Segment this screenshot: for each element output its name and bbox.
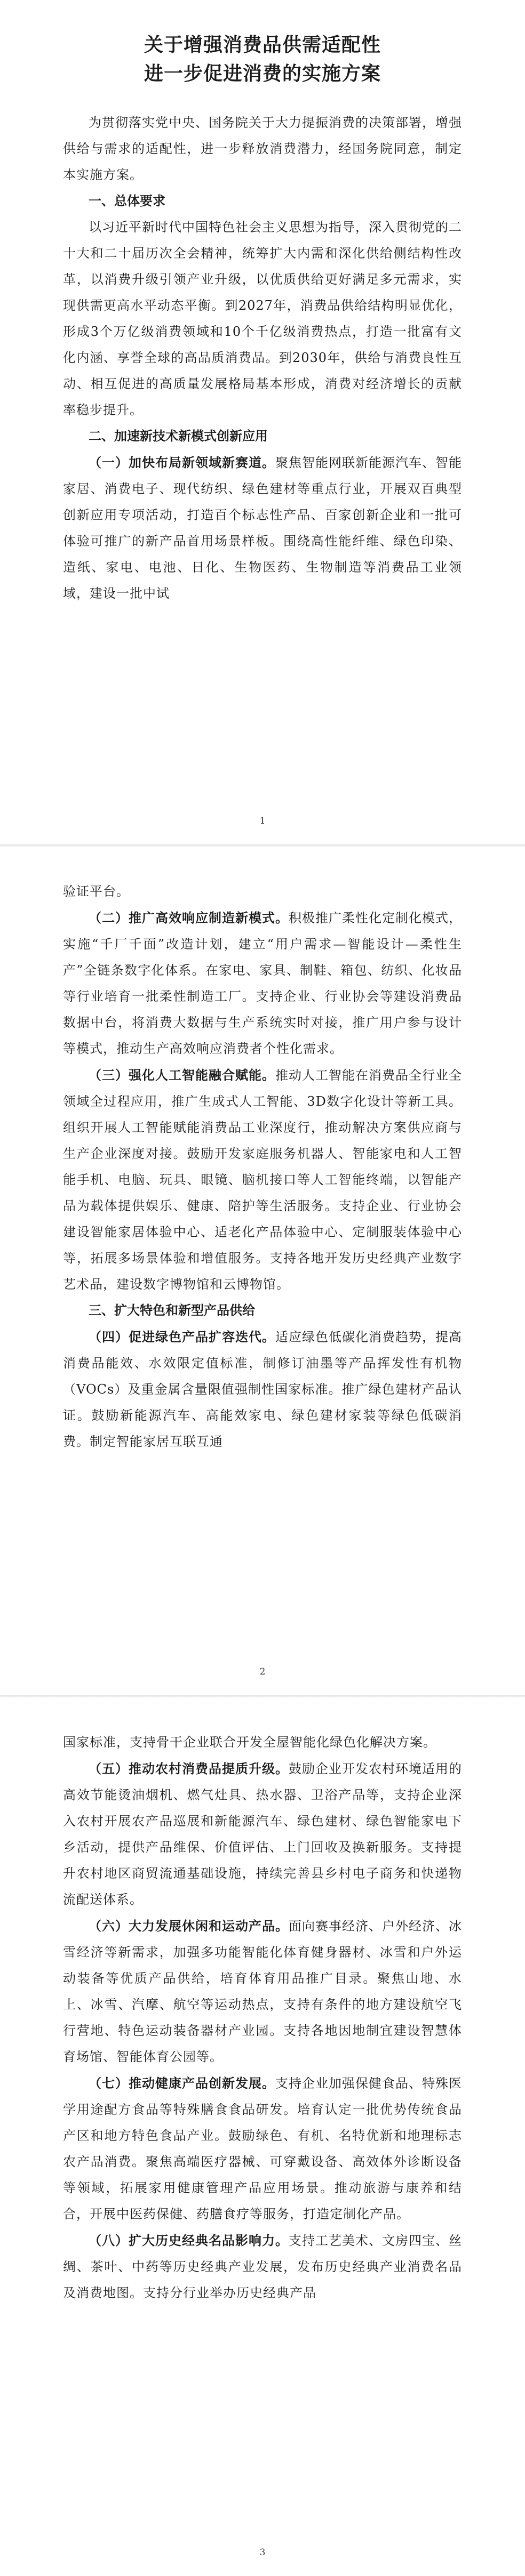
paragraph-8 bbox=[63, 2227, 462, 2306]
page-1 bbox=[0, 0, 525, 844]
paragraph-2-lead: （二）推广高效响应制造新模式。 bbox=[89, 910, 289, 925]
paragraph-6 bbox=[63, 1913, 462, 2070]
paragraph-4-text: 适应绿色低碳化消费趋势，提高消费品能效、水效限定值标准，制修订油墨等产品挥发性有机物（VOCs）及重金属含量限值强制性国家标准。推广绿色建材产品认证。鼓励新能源汽车、高能效家电、绿色建材家装等绿色低碳消费。制定智能家居互联互通 bbox=[63, 1330, 462, 1449]
page-number: 2 bbox=[259, 1667, 266, 1677]
paragraph-1-continued: 验证平台。 bbox=[63, 884, 130, 899]
paragraph-5-lead: （五）推动农村消费品提质升级。 bbox=[89, 1761, 289, 1776]
paragraph-4-lead: （四）促进绿色产品扩容迭代。 bbox=[89, 1329, 275, 1345]
paragraph-6-lead: （六）大力发展休闲和运动产品。 bbox=[89, 1918, 289, 1934]
page-2 bbox=[0, 847, 525, 1695]
section-heading-2: 二、加速新技术新模式创新应用 bbox=[89, 429, 268, 444]
paragraph-2 bbox=[63, 905, 462, 1062]
title-line-2: 进一步促进消费的实施方案 bbox=[144, 63, 381, 85]
page-3 bbox=[0, 1697, 525, 2576]
paragraph-6-text: 面向赛事经济、户外经济、冰雪经济等新需求，加强多功能智能化体育健身器材、冰雪和户外运动装备等优质产品供给，培育体育用品推广目录。聚焦山地、水上、冰雪、汽摩、航空等运动热点，支持有条件的地方建设航空飞行营地、特色运动装备器材产业园。支持各地因地制宜建设智慧体育场馆、智能体育公园等。 bbox=[63, 1919, 462, 2064]
paragraph-8-lead: （八）扩大历史经典名品影响力。 bbox=[89, 2233, 289, 2248]
paragraph-2-text: 积极推广柔性化定制化模式，实施“千厂千面”改造计划，建立“用户需求—智能设计—柔性生产”全链条数字化体系。在家电、家具、制鞋、箱包、纺织、化妆品等行业培育一批柔性制造工厂。支持企业、行业协会等建设消费品数据中台，将消费大数据与生产系统实时对接，推广用户参与设计等模式，推动生产高效响应消费者个性化需求。 bbox=[63, 911, 462, 1056]
paragraph-3-lead: （三）强化人工智能融合赋能。 bbox=[89, 1067, 275, 1083]
section-heading-1: 一、总体要求 bbox=[89, 194, 165, 208]
paragraph-4 bbox=[63, 1324, 462, 1455]
title-line-1: 关于增强消费品供需适配性 bbox=[144, 34, 381, 56]
section-heading-3: 三、扩大特色和新型产品供给 bbox=[89, 1303, 255, 1318]
paragraph-1-lead: （一）加快布局新领域新赛道。 bbox=[89, 455, 275, 470]
document-title bbox=[63, 31, 462, 88]
paragraph-7 bbox=[63, 2070, 462, 2227]
paragraph-8-text: 支持工艺美术、文房四宝、丝绸、茶叶、中药等历史经典产业发展，发布历史经典产业消费名品及消费地图。支持分行业举办历史经典产品 bbox=[63, 2233, 462, 2300]
paragraph-7-text: 支持企业加强保健食品、特殊医学用途配方食品等特殊膳食食品研发。培育认定一批优势传统食品产区和地方特色食品产业。鼓励绿色、有机、名特优新和地理标志农产品消费。聚焦高端医疗器械、可穿戴设备、高效体外诊断设备等领域，拓展家用健康管理产品应用场景。推动旅游与康养和结合，开展中医药保健、药膳食疗等服务，打造定制化产品。 bbox=[63, 2076, 462, 2221]
paragraph-1-text: 聚焦智能网联新能源汽车、智能家居、消费电子、现代纺织、绿色建材等重点行业，开展双百典型创新应用专项活动，打造百个标志性产品、百家创新企业和一批可体验可推广的新产品首用场景样板。围绕高性能纤维、绿色印染、造纸、家电、电池、日化、生物医药、生物制造等消费品工业领域，建设一批中试 bbox=[63, 455, 462, 601]
paragraph-7-lead: （七）推动健康产品创新发展。 bbox=[89, 2075, 275, 2091]
paragraph-5 bbox=[63, 1756, 462, 1913]
section-1-body: 以习近平新时代中国特色社会主义思想为指导，深入贯彻党的二十大和二十届历次全会精神，统筹扩大内需和深化供给侧结构性改革，以消费升级引领产业升级，以优质供给更好满足多元需求，实现供需更高水平动态平衡。到2027年，消费品供给结构明显优化，形成3个万亿级消费领域和10个千亿级消费热点，打造一批富有文化内涵、享誉全球的高品质消费品。到2030年，供给与消费良性互动、相互促进的高质量发展格局基本形成，消费对经济增长的贡献率稳步提升。 bbox=[63, 220, 462, 417]
paragraph-5-text: 鼓励企业开发农村环境适用的高效节能烫油烟机、燃气灶具、热水器、卫浴产品等，支持企业深入农村开展农产品巡展和新能源汽车、绿色建材、绿色智能家电下乡活动，提供产品维保、价值评估、上门回收及换新服务。支持提升农村地区商贸流通基础设施，持续完善县乡村电子商务和快递物流配送体系。 bbox=[63, 1761, 462, 1907]
paragraph-3 bbox=[63, 1062, 462, 1298]
intro-paragraph: 为贯彻落实党中央、国务院关于大力提振消费的决策部署，增强供给与需求的适配性，进一步释放消费潜力，经国务院同意，制定本实施方案。 bbox=[63, 115, 462, 182]
paragraph-3-text: 推动人工智能在消费品全行业全领域全过程应用，推广生成式人工智能、3D数字化设计等新工具。组织开展人工智能赋能消费品工业深度行，推动解决方案供应商与生产企业深度对接。鼓励开发家庭服务机器人、智能家电和人工智能手机、电脑、玩具、眼镜、脑机接口等人工智能终端，以智能产品为载体提供娱乐、健康、陪护等生活服务。支持企业、行业协会建设智能家居体验中心、适老化产品体验中心、定制服装体验中心等，拓展多场景体验和增值服务。支持各地开发历史经典产业数字艺术品，建设数字博物馆和云博物馆。 bbox=[63, 1068, 462, 1292]
page-number: 1 bbox=[259, 816, 266, 826]
page-number: 3 bbox=[259, 2547, 266, 2558]
paragraph-4-continued: 国家标准，支持骨干企业联合开发全屋智能化绿色化解决方案。 bbox=[63, 1735, 436, 1750]
paragraph-1 bbox=[63, 449, 462, 607]
